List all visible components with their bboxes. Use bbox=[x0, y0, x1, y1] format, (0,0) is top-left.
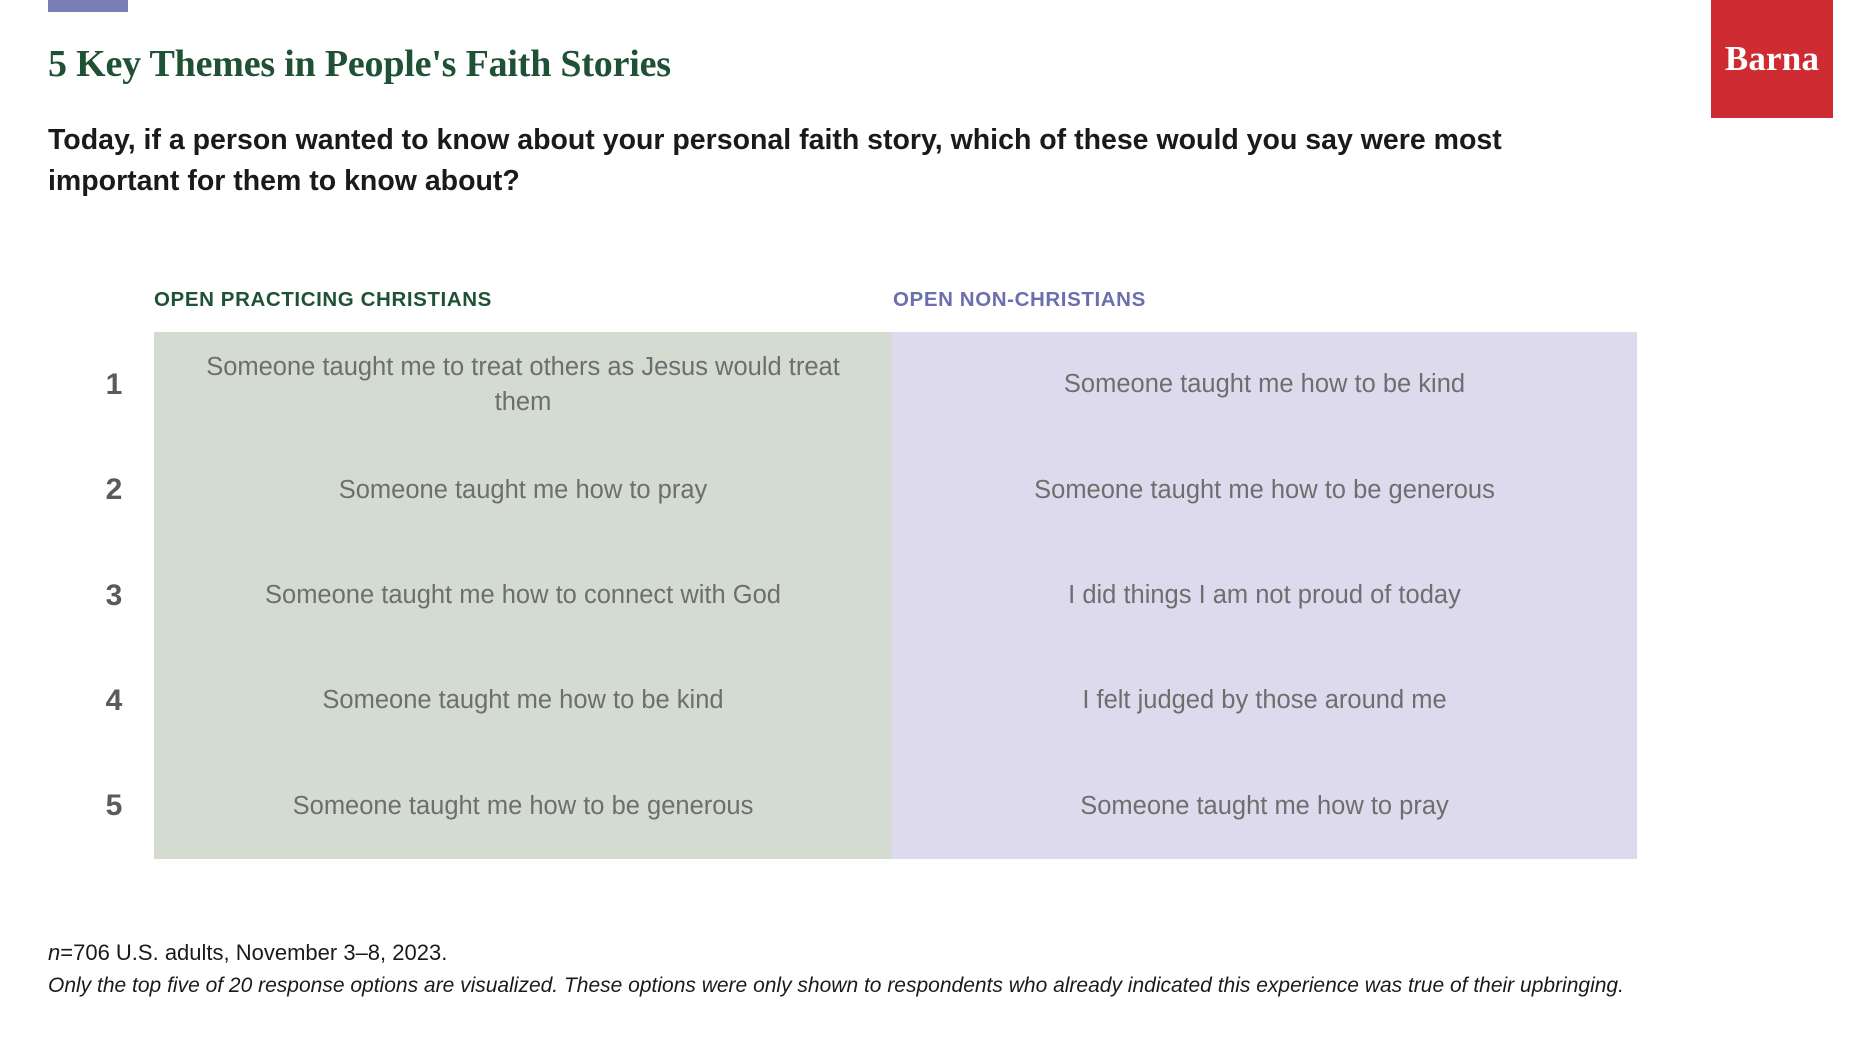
panel-open-practicing-christians bbox=[154, 332, 892, 859]
comparison-table bbox=[154, 332, 1637, 859]
table-cell: Someone taught me how to be generous bbox=[292, 791, 754, 820]
table-cell: Someone taught me to treat others as Jesus would treat them bbox=[206, 352, 840, 416]
footnote-note: Only the top five of 20 response options are visualized. These options were only shown to respondents who already indicated this experience was true of their upbringing. bbox=[48, 974, 1624, 997]
table-cell: Someone taught me how to pray bbox=[1080, 791, 1449, 820]
column-header-open-practicing-christians: OPEN PRACTICING CHRISTIANS bbox=[154, 288, 492, 311]
table-cell: Someone taught me how to be kind bbox=[1063, 370, 1466, 399]
accent-bar bbox=[48, 0, 128, 12]
page-title: 5 Key Themes in People's Faith Stories bbox=[48, 43, 671, 85]
rank-label: 3 bbox=[105, 578, 123, 612]
footnote-n-rest: =706 U.S. adults, November 3–8, 2023. bbox=[60, 940, 448, 965]
column-header-open-non-christians: OPEN NON-CHRISTIANS bbox=[893, 288, 1146, 311]
rank-column bbox=[88, 332, 140, 859]
table-cell: Someone taught me how to be kind bbox=[322, 686, 724, 715]
survey-question: Today, if a person wanted to know about your personal faith story, which of these would you say were most important for them to know about? bbox=[48, 124, 1502, 198]
table-cell: Someone taught me how to pray bbox=[338, 475, 708, 504]
table-cell: I did things I am not proud of today bbox=[1068, 580, 1461, 609]
table-cell: I felt judged by those around me bbox=[1082, 686, 1447, 715]
footnote bbox=[48, 940, 1624, 999]
rank-label: 5 bbox=[105, 789, 123, 823]
rank-label: 4 bbox=[105, 683, 123, 717]
panel-open-non-christians bbox=[892, 332, 1637, 859]
table-cell: Someone taught me how to connect with God bbox=[265, 580, 781, 609]
rank-label: 2 bbox=[105, 473, 123, 507]
barna-logo-text: Barna bbox=[1724, 39, 1820, 78]
rank-label: 1 bbox=[105, 367, 123, 401]
footnote-n-italic: n bbox=[48, 940, 61, 965]
footnote-sample bbox=[48, 940, 1624, 966]
barna-logo bbox=[1711, 0, 1833, 118]
table-cell: Someone taught me how to be generous bbox=[1034, 475, 1495, 504]
